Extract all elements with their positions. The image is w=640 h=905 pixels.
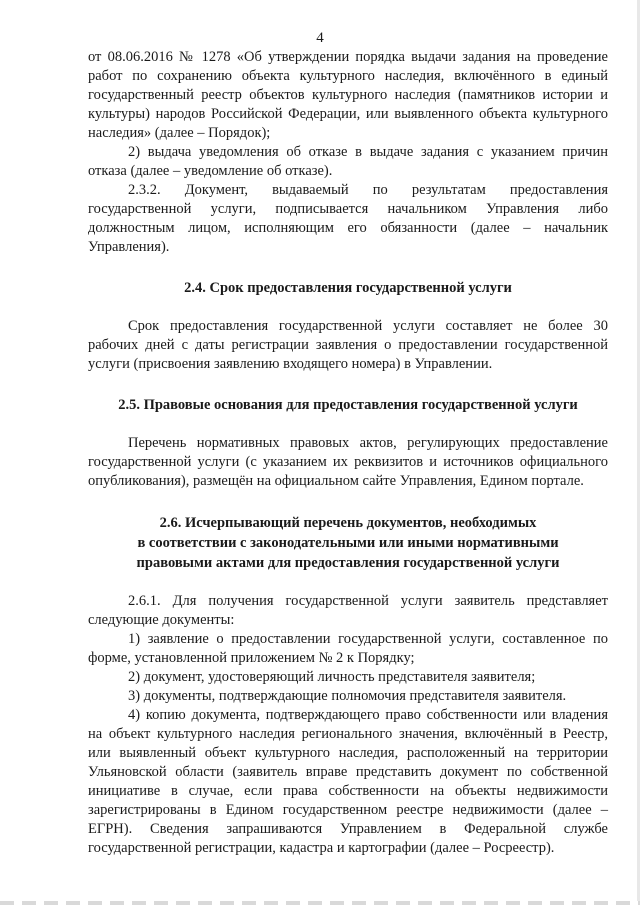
paragraph-refusal-notice: 2) выдача уведомления об отказе в выдаче задания с указанием причин отказа (далее – уведомление об отказе). bbox=[88, 144, 608, 179]
heading-2-6-line3: правовыми актами для предоставления государственной услуги bbox=[136, 555, 560, 571]
list-item-2: 2) документ, удостоверяющий личность представителя заявителя; bbox=[128, 669, 536, 685]
paragraph-2-3-2: 2.3.2. Документ, выдаваемый по результатам предоставления государственной услуги, подписывается начальником Управления либо должностным лицом, исполняющим его обязанности (далее – начальник Управления). bbox=[88, 182, 608, 255]
paragraph-2-6-1: 2.6.1. Для получения государственной услуги заявитель представляет следующие документы: bbox=[88, 593, 608, 628]
scan-bottom-edge bbox=[0, 901, 640, 905]
paragraph-order-reference: от 08.06.2016 № 1278 «Об утверждении порядка выдачи задания на проведение работ по сохранению объекта культурного наследия, включённого в единый государственный реестр объектов культурного наследия (памятников истории и культуры) народов Российской Федерации, или выявленного объекта культурного наследия» (далее – Порядок); bbox=[88, 49, 608, 141]
heading-2-6-line2: в соответствии с законодательными или иными нормативными bbox=[137, 535, 559, 551]
document-body bbox=[88, 48, 608, 858]
page-number: 4 bbox=[316, 30, 324, 46]
heading-2-4: 2.4. Срок предоставления государственной услуги bbox=[184, 280, 512, 296]
heading-2-6-line1: 2.6. Исчерпывающий перечень документов, необходимых bbox=[159, 515, 537, 531]
heading-2-5: 2.5. Правовые основания для предоставления государственной услуги bbox=[118, 397, 578, 413]
heading-2-6 bbox=[88, 513, 608, 573]
paragraph-2-5: Перечень нормативных правовых актов, регулирующих предоставление государственной услуги (с указанием их реквизитов и источников официального опубликования), размещён на официальном сайте Управления, Едином портале. bbox=[88, 435, 608, 489]
list-item-3: 3) документы, подтверждающие полномочия представителя заявителя. bbox=[128, 688, 567, 704]
list-item-1: 1) заявление о предоставлении государственной услуги, составленное по форме, установленной приложением № 2 к Порядку; bbox=[88, 631, 608, 666]
paragraph-2-4: Срок предоставления государственной услуги составляет не более 30 рабочих дней с даты регистрации заявления о предоставлении государственной услуги (присвоения заявлению входящего номера) в Управлении. bbox=[88, 318, 608, 372]
list-item-4: 4) копию документа, подтверждающего право собственности или владения на объект культурного наследия регионального значения, включённый в Реестр, или выявленный объект культурного наследия, расположенный на территории Ульяновской области (заявитель вправе представить документ по собственной инициативе в случае, если права собственности на объекты недвижимости зарегистрированы в Едином государственном реестре недвижимости (далее – ЕГРН). Сведения запрашиваются Управлением в Федеральной службе государственной регистрации, кадастра и картографии (далее – Росреестр). bbox=[88, 707, 608, 856]
